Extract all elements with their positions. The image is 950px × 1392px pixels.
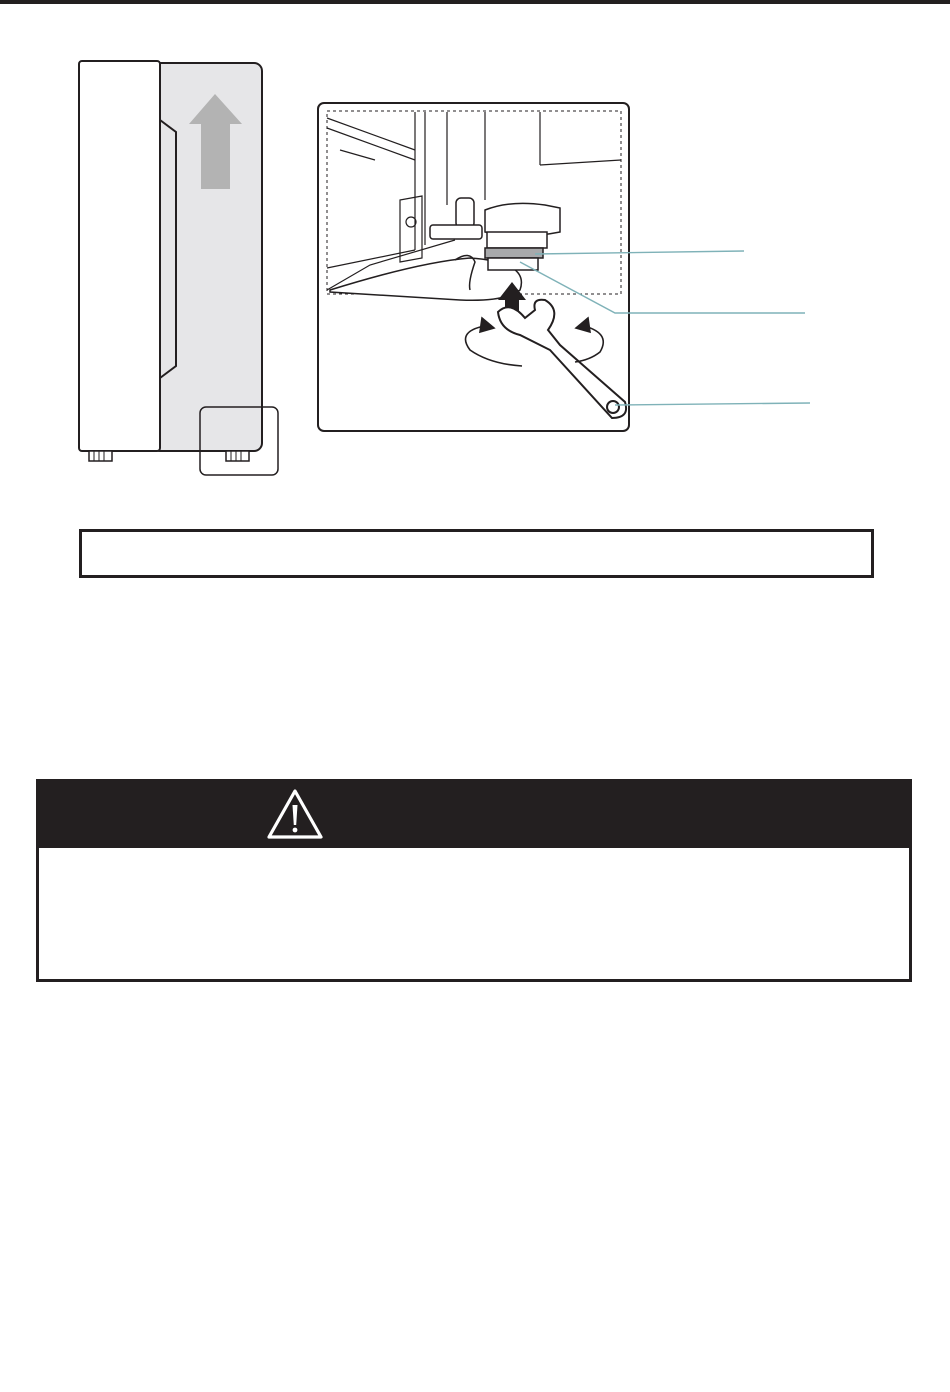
leveling-foot-adjustment-with-wrench xyxy=(318,103,810,431)
warning-header xyxy=(39,782,909,848)
warning-box xyxy=(36,779,912,982)
appliance-side-view xyxy=(79,61,278,475)
caption-box xyxy=(79,529,874,578)
warning-triangle-icon xyxy=(265,787,325,842)
warning-body xyxy=(39,848,909,979)
installation-figure xyxy=(0,0,950,500)
leveling-foot-left xyxy=(89,451,112,461)
leveling-foot-right xyxy=(226,451,249,461)
appliance-door xyxy=(79,61,160,451)
